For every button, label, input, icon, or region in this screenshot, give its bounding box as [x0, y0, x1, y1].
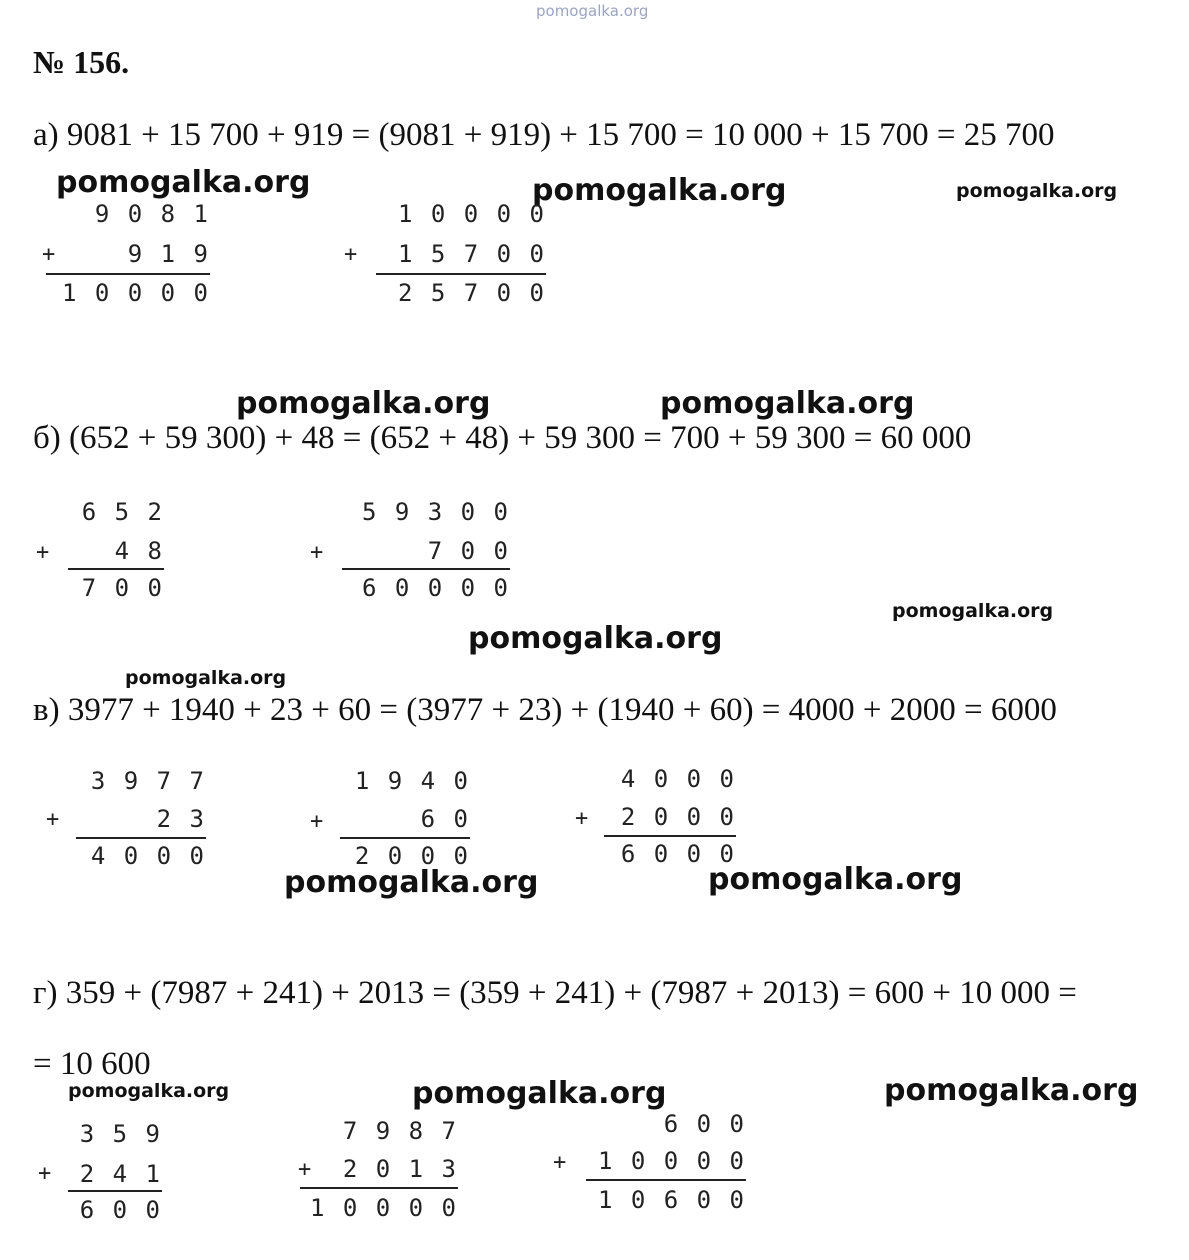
column-addition-b1: [64, 498, 164, 610]
top-watermark: pomogalka.org: [536, 2, 649, 20]
column-addition-a2: [370, 200, 546, 312]
plus-sign: +: [38, 1161, 52, 1186]
sum-line: [604, 835, 736, 837]
equation-v: в) 3977 + 1940 + 23 + 60 = (3977 + 23) + (1940 + 60) = 4000 + 2000 = 6000: [33, 692, 1057, 728]
watermark: pomogalka.org: [412, 1076, 667, 1111]
addend-top: 5 9 3 0 0: [361, 498, 510, 526]
addend-top: 7 9 8 7: [342, 1117, 458, 1145]
sum-result: 6 0 0 0 0: [361, 574, 510, 602]
watermark: pomogalka.org: [532, 173, 787, 208]
sum-result: 1 0 0 0 0: [309, 1194, 458, 1222]
plus-sign: +: [36, 540, 50, 565]
column-addition-b2: [340, 498, 510, 610]
sum-line: [46, 273, 210, 275]
column-addition-v2: [338, 767, 470, 879]
watermark: pomogalka.org: [236, 386, 491, 421]
sum-line: [376, 273, 546, 275]
addend-bottom: 2 0 1 3: [342, 1155, 458, 1183]
column-addition-g2: [296, 1117, 458, 1229]
watermark: pomogalka.org: [68, 1080, 230, 1102]
column-addition-g3: [584, 1110, 746, 1222]
sum-line: [340, 837, 470, 839]
sum-line: [76, 837, 206, 839]
sum-result: 4 0 0 0: [90, 842, 206, 870]
addend-top: 1 9 4 0: [354, 767, 470, 795]
sum-result: 1 0 0 0 0: [61, 279, 210, 307]
watermark: pomogalka.org: [884, 1073, 1139, 1108]
addend-bottom: 2 0 0 0: [620, 803, 736, 831]
addend-bottom: 9 1 9: [127, 240, 210, 268]
addend-top: 6 0 0: [663, 1110, 746, 1138]
column-addition-g1: [66, 1120, 162, 1232]
plus-sign: +: [310, 809, 324, 834]
addend-top: 6 5 2: [81, 498, 164, 526]
plus-sign: +: [298, 1157, 312, 1182]
equation-a: а) 9081 + 15 700 + 919 = (9081 + 919) + 15 700 = 10 000 + 15 700 = 25 700: [33, 117, 1055, 153]
addend-bottom: 4 8: [114, 537, 164, 565]
watermark: pomogalka.org: [660, 386, 915, 421]
sum-result: 7 0 0: [81, 574, 164, 602]
equation-g-line1: г) 359 + (7987 + 241) + 2013 = (359 + 241) + (7987 + 2013) = 600 + 10 000 =: [33, 975, 1077, 1011]
addend-bottom: 1 5 7 0 0: [397, 240, 546, 268]
sum-line: [300, 1187, 458, 1189]
plus-sign: +: [344, 242, 358, 267]
plus-sign: +: [46, 807, 60, 832]
watermark: pomogalka.org: [956, 180, 1118, 202]
plus-sign: +: [310, 540, 324, 565]
addend-bottom: 2 4 1: [79, 1160, 162, 1188]
plus-sign: +: [575, 806, 589, 831]
plus-sign: +: [553, 1150, 567, 1175]
watermark: pomogalka.org: [708, 862, 963, 897]
addend-top: 3 9 7 7: [90, 767, 206, 795]
addend-bottom: 1 0 0 0 0: [597, 1147, 746, 1175]
watermark: pomogalka.org: [892, 600, 1054, 622]
sum-line: [68, 568, 164, 570]
sum-result: 6 0 0 0: [620, 840, 736, 868]
problem-title: № 156.: [33, 44, 130, 80]
addend-top: 3 5 9: [79, 1120, 162, 1148]
addend-bottom: 2 3: [156, 805, 206, 833]
plus-sign: +: [42, 242, 56, 267]
addend-bottom: 6 0: [420, 805, 470, 833]
sum-line: [342, 568, 510, 570]
equation-g-line2: = 10 600: [33, 1046, 151, 1082]
sum-line: [68, 1190, 162, 1192]
sum-result: 1 0 6 0 0: [597, 1186, 746, 1214]
addend-top: 1 0 0 0 0: [397, 200, 546, 228]
watermark: pomogalka.org: [468, 621, 723, 656]
sum-result: 6 0 0: [79, 1196, 162, 1224]
column-addition-v3: [602, 765, 736, 877]
addend-top: 4 0 0 0: [620, 765, 736, 793]
addend-top: 9 0 8 1: [94, 200, 210, 228]
watermark: pomogalka.org: [125, 667, 287, 689]
addend-bottom: 7 0 0: [427, 537, 510, 565]
column-addition-v1: [74, 767, 206, 879]
watermark: pomogalka.org: [284, 865, 539, 900]
sum-result: 2 5 7 0 0: [397, 279, 546, 307]
sum-result: 2 0 0 0: [354, 842, 470, 870]
sum-line: [586, 1179, 746, 1181]
column-addition-a1: [40, 200, 210, 312]
watermark: pomogalka.org: [56, 165, 311, 200]
equation-b: б) (652 + 59 300) + 48 = (652 + 48) + 59 300 = 700 + 59 300 = 60 000: [33, 420, 972, 456]
